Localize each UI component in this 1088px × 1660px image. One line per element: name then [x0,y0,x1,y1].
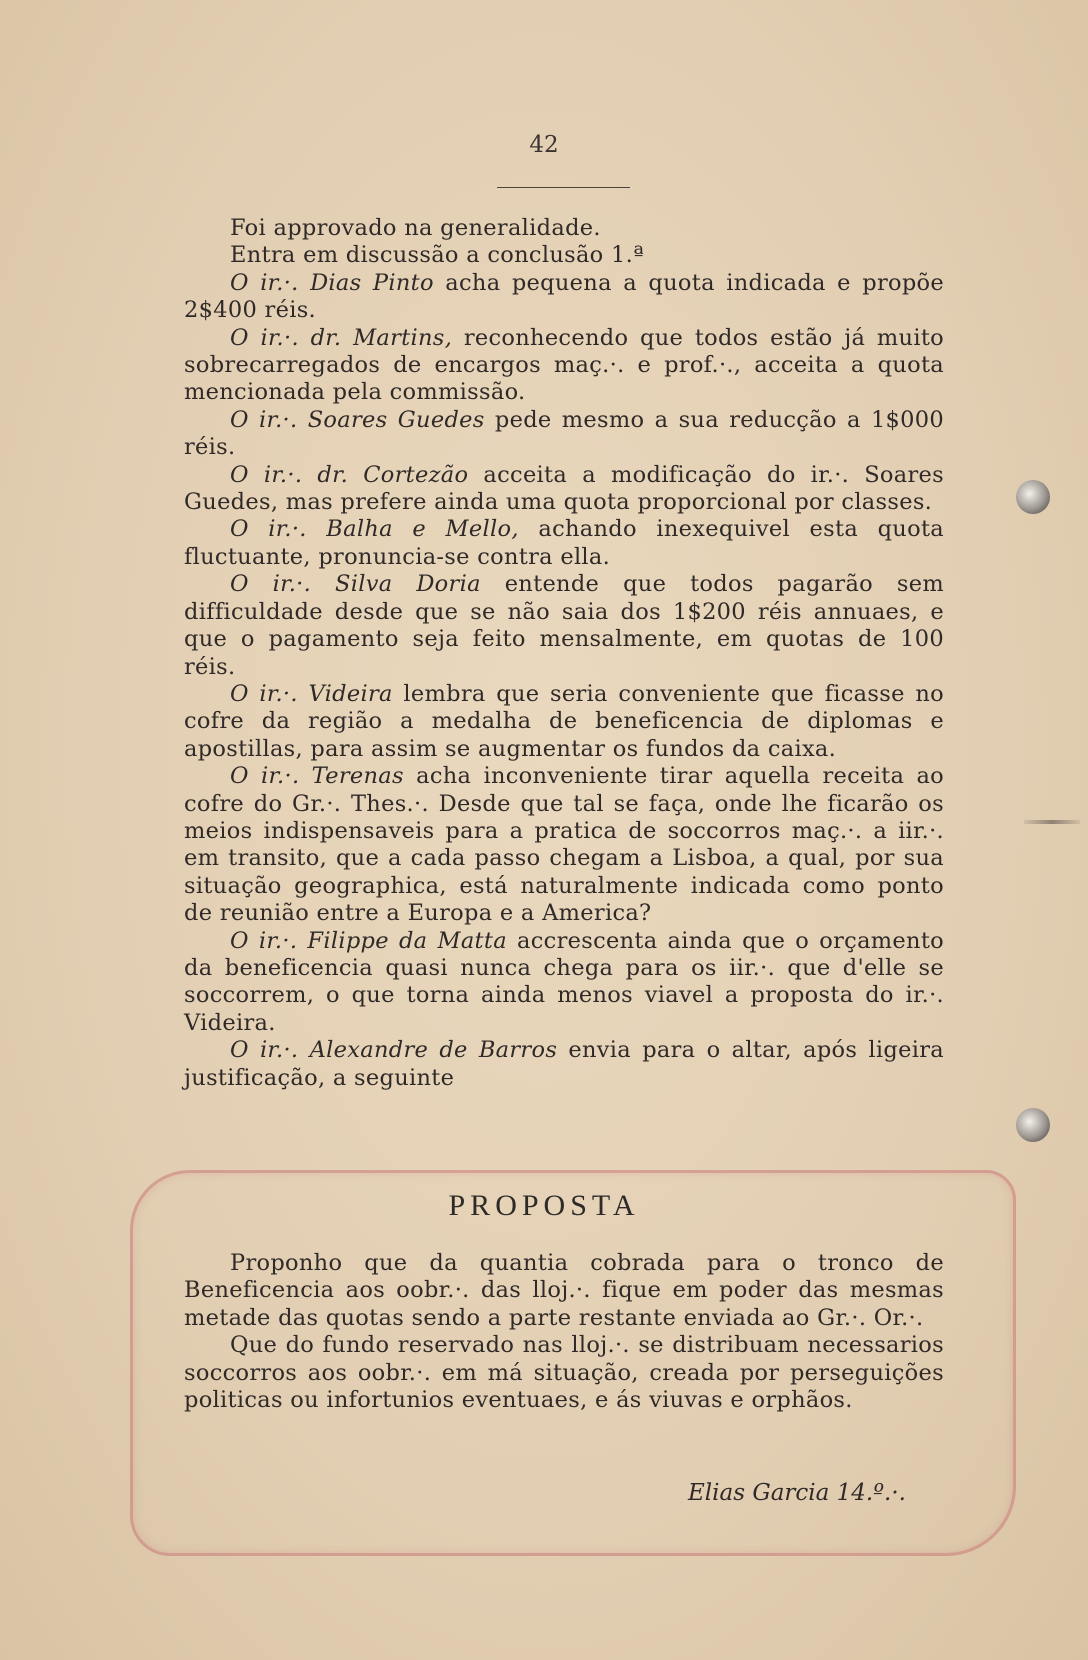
speaker-name: Filippe da Matta [307,927,507,954]
paragraph [184,407,944,462]
speaker-name: Videira [308,680,393,707]
speaker-name: Martins, [353,324,453,351]
paragraph-text: Foi approvado na generalidade. [230,215,601,241]
speaker-name: Silva Doria [335,571,481,598]
paragraph-text: lembra que seria conveniente que ficasse no cofre da região a medalha de beneficencia de diplomas e apostillas, para assim se augmentar os fundos da caixa. [184,680,944,762]
paragraph-text: accrescenta ainda que o orçamento da beneficencia quasi nunca chega para os iir.·. que d'elle se soccorrem, o que torna ainda menos viavel a proposta do ir.·. Videira. [184,927,945,1036]
binding-hole-icon [1016,480,1050,514]
binding-thread-mark [1024,820,1080,824]
speaker-title: O ir.·. [230,516,307,543]
paragraph-text: achando inexequivel esta quota fluctuante, pronuncia-se contra ella. [184,516,944,570]
paragraph [184,215,944,242]
paragraph [184,242,944,269]
header-rule [497,187,630,188]
paragraph [184,763,944,927]
speaker-title: O ir.·. [230,571,312,598]
speaker-name: Cortezão [363,461,469,488]
speaker-name: Dias Pinto [310,269,434,296]
speaker-title: O ir.·. [230,680,298,707]
paragraph-text: pede mesmo a sua reducção a 1$000 réis. [184,406,945,461]
proposal-signature: Elias Garcia 14.º.·. [688,1480,906,1506]
proposal-paragraph: Que do fundo reservado nas lloj.·. se distribuam necessarios soccorros aos oobr.·. em má situação, creada por perseguições politicas ou infortunios eventuaes, e ás viuvas e orphãos. [184,1332,944,1414]
paragraph [184,1037,944,1092]
speaker-title: O ir.·. [230,269,299,296]
paragraph [184,681,944,763]
paragraph-text: acceita a modificação do ir.·. Soares Guedes, mas prefere ainda uma quota proporcional por classes. [184,461,944,516]
speaker-title: O ir.·. [230,763,300,790]
speaker-title: O ir.·. dr. [230,461,349,488]
speaker-name: Soares Guedes [307,406,485,433]
paragraph-text: Entra em discussão a conclusão 1.ª [230,242,645,269]
paragraph [184,462,944,517]
paragraph [184,571,944,681]
paragraph [184,325,944,407]
paragraph [184,928,944,1038]
speaker-title: O ir.·. dr. [230,324,342,351]
page-number: 42 [529,132,559,158]
paragraph [184,516,944,571]
paragraph-text: envia para o altar, após ligeira justificação, a seguinte [184,1037,945,1091]
speaker-title: O ir.·. [230,1037,299,1064]
speaker-title: O ir.·. [230,406,298,433]
speaker-name: Terenas [311,763,404,790]
proposal-body [184,1250,944,1414]
paragraph [184,270,944,325]
body-text [184,215,944,1092]
paragraph-text: entende que todos pagarão sem difficuldade desde que se não saia dos 1$200 réis annuaes, e que o pagamento seja feito mensalmente, em quotas de 100 réis. [184,571,945,680]
paragraph-text: acha pequena a quota indicada e propõe 2$400 réis. [184,269,945,324]
proposal-title: PROPOSTA [448,1189,640,1222]
speaker-name: Balha e Mello, [326,516,519,543]
speaker-name: Alexandre de Barros [309,1037,558,1064]
paragraph-text: acha inconveniente tirar aquella receita ao cofre do Gr.·. Thes.·. Desde que tal se faça, onde lhe ficarão os meios indispensaveis para a pratica de soccorros maç.·. a iir.·. em transito, que a cada passo chegam a Lisboa, a qual, por sua situação geographica, está naturalmente indicada como ponto de reunião entre a Europa e a America? [184,763,945,927]
paragraph-text: reconhecendo que todos estão já muito sobrecarregados de encargos maç.·. e prof.·., acceita a quota mencionada pela commissão. [184,324,945,406]
binding-hole-icon [1016,1108,1050,1142]
speaker-title: O ir.·. [230,927,298,954]
proposal-paragraph: Proponho que da quantia cobrada para o tronco de Beneficencia aos oobr.·. das lloj.·. fique em poder das mesmas metade das quotas sendo a parte restante enviada ao Gr.·. Or.·. [184,1250,944,1331]
